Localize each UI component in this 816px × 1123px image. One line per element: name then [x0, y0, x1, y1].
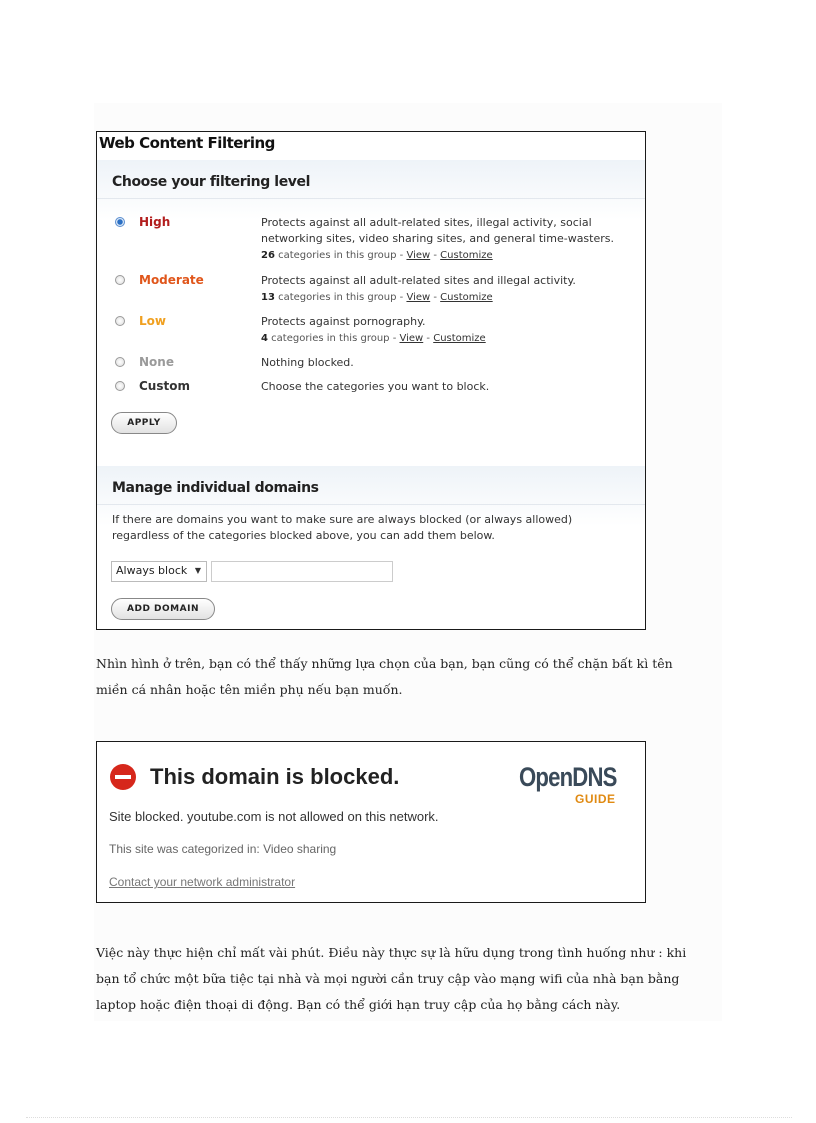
view-link[interactable]: View: [406, 292, 431, 303]
opendns-guide-label: GUIDE: [575, 792, 616, 806]
category-count: 26: [261, 250, 275, 261]
option-high-meta: [261, 250, 493, 261]
category-count-text: categories in this group -: [278, 250, 404, 261]
option-low-description: [261, 314, 641, 347]
option-high-description: [261, 215, 641, 264]
option-none-description: Nothing blocked.: [261, 356, 354, 369]
page-footer-divider: [26, 1117, 792, 1118]
option-moderate-meta: [261, 292, 493, 303]
link-separator: -: [433, 250, 437, 261]
category-count: 13: [261, 292, 275, 303]
option-high-text: Protects against all adult-related sites, illegal activity, social networking sites, video sharing sites, and general time-wasters.: [261, 216, 614, 245]
domains-help-text: If there are domains you want to make sure are always blocked (or always allowed) regardless of the categories blocked above, you can add them below.: [112, 513, 573, 542]
web-content-filtering-panel: [96, 131, 646, 630]
link-separator: -: [426, 333, 431, 344]
section-divider: [97, 504, 645, 505]
apply-button[interactable]: APPLY: [111, 412, 177, 434]
section-divider: [97, 198, 645, 199]
blocked-page-panel: [96, 741, 646, 903]
option-low-text: Protects against pornography.: [261, 315, 426, 328]
option-low-label: Low: [139, 314, 166, 328]
option-low-meta: [261, 333, 486, 344]
view-link[interactable]: View: [406, 250, 431, 261]
radio-custom[interactable]: [115, 381, 125, 391]
link-separator: -: [433, 292, 437, 303]
paragraph-2: Việc này thực hiện chỉ mất vài phút. Điều này thực sự là hữu dụng trong tình huống như : khi bạn tổ chức một bữa tiệc tại nhà và mọi người cần truy cập vào mạng wifi của nhà bạn bằng laptop hoặc điện thoại di động. Bạn có thể giới hạn truy cập của họ bằng cách này.: [96, 945, 687, 1012]
customize-link[interactable]: Customize: [433, 333, 486, 344]
customize-link[interactable]: Customize: [440, 250, 493, 261]
option-moderate-label: Moderate: [139, 273, 204, 287]
panel-title: Web Content Filtering: [99, 134, 275, 152]
category-count-text: categories in this group -: [271, 333, 397, 344]
radio-moderate[interactable]: [115, 275, 125, 285]
paragraph-1: Nhìn hình ở trên, bạn có thể thấy những lựa chọn của bạn, bạn cũng có thể chặn bất kì tên miền cá nhân hoặc tên miền phụ nếu bạn muốn.: [96, 656, 673, 697]
block-type-select[interactable]: [111, 561, 207, 582]
block-type-value: Always block: [116, 564, 188, 577]
radio-low[interactable]: [115, 316, 125, 326]
customize-link[interactable]: Customize: [440, 292, 493, 303]
option-moderate-description: [261, 273, 641, 306]
option-high-label: High: [139, 215, 171, 229]
category-count-text: categories in this group -: [278, 292, 404, 303]
chevron-down-icon: ▼: [194, 566, 201, 575]
contact-admin-link[interactable]: Contact your network administrator: [109, 875, 296, 889]
view-link[interactable]: View: [399, 333, 424, 344]
filtering-level-heading: Choose your filtering level: [112, 174, 311, 190]
manage-domains-section: [97, 466, 645, 630]
opendns-logo: OpenDNS: [519, 762, 617, 792]
domain-input[interactable]: [211, 561, 393, 582]
category-count: 4: [261, 333, 268, 344]
radio-none[interactable]: [115, 357, 125, 367]
stop-icon: [110, 764, 136, 790]
option-custom-label: Custom: [139, 379, 190, 393]
blocked-message: Site blocked. youtube.com is not allowed on this network.: [109, 809, 439, 824]
option-custom-description: Choose the categories you want to block.: [261, 380, 490, 393]
category-line: This site was categorized in: Video sharing: [109, 842, 337, 856]
add-domain-button[interactable]: ADD DOMAIN: [111, 598, 215, 620]
option-moderate-text: Protects against all adult-related sites and illegal activity.: [261, 274, 576, 287]
blocked-title: This domain is blocked.: [150, 764, 400, 789]
radio-high[interactable]: [115, 217, 125, 227]
manage-domains-heading: Manage individual domains: [112, 480, 319, 496]
filtering-level-section: [97, 160, 645, 460]
option-none-label: None: [139, 355, 174, 369]
